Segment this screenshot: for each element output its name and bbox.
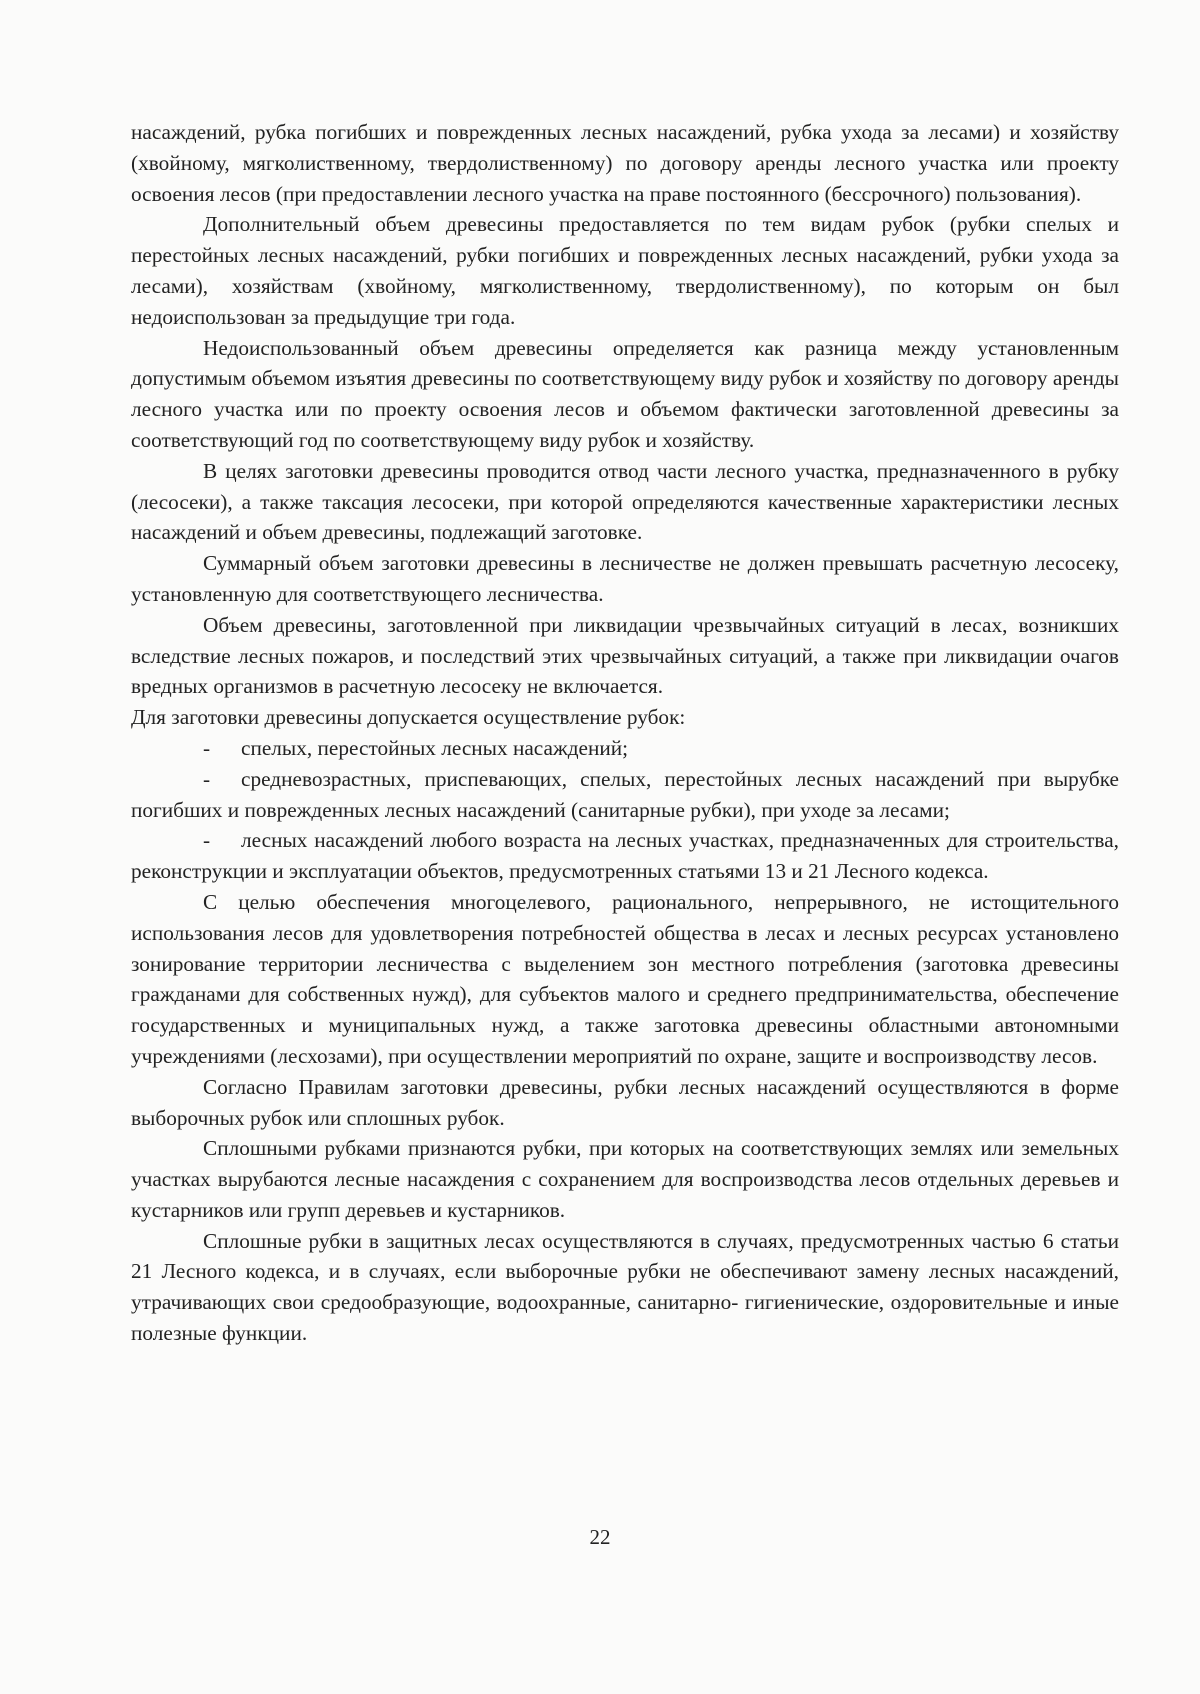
paragraph-continuation: насаждений, рубка погибших и поврежденных лесных насаждений, рубка ухода за лесами) и хозяйству (хвойному, мягколиственному, твердолиственному) по договору аренды лесного участка или проекту освоения лесов (при предоставлении лесного участка на праве постоянного (бессрочного) пользования). — [131, 120, 1119, 206]
paragraph-list-intro: Для заготовки древесины допускается осуществление рубок: — [131, 705, 686, 730]
paragraph-protective-forests: Сплошные рубки в защитных лесах осуществляются в случаях, предусмотренных частью 6 статьи 21 Лесного кодекса, и в случаях, если выборочные рубки не обеспечивают замену лесных насаждений, утрачивающих свои средообразующие, водоохранные, санитарно- гигиенические, оздоровительные и иные полезные функции. — [131, 1228, 1119, 1346]
paragraph-emergency-volume: Объем древесины, заготовленной при ликвидации чрезвычайных ситуаций в лесах, возникших вследствие лесных пожаров, и последствий этих чрезвычайных ситуаций, а также при ликвидации очагов вредных организмов в расчетную лесосеку не включается. — [131, 612, 1119, 699]
list-dash: - — [203, 766, 211, 791]
paragraph-unused-volume: Недоиспользованный объем древесины определяется как разница между установленным допустимым объемом изъятия древесины по соответствующему виду рубок и хозяйству по договору аренды лесного участка или по проекту освоения лесов и объемом фактически заготовленной древесины за соответствующий год по соответствующему виду рубок и хозяйству. — [131, 335, 1119, 452]
list-item-text: спелых, перестойных лесных насаждений; — [241, 735, 629, 760]
list-item-text: лесных насаждений любого возраста на лесных участках, предназначенных для строительства, реконструкции и эксплуатации объектов, предусмотренных статьями 13 и 21 Лесного кодекса. — [131, 828, 1119, 884]
paragraph-zoning: С целью обеспечения многоцелевого, рационального, непрерывного, не истощительного использования лесов для удовлетворения потребностей общества в лесах и лесных ресурсах установлено зонирование территории лесничества с выделением зон местного потребления (заготовка древесины гражданами для собственных нужд), для субъектов малого и среднего предпринимательства, обеспечение государственных и муниципальных нужд, а также заготовка древесины областными автономными учреждениями (лесхозами), при осуществлении мероприятий по охране, защите и воспроизводству лесов. — [131, 889, 1119, 1068]
paragraph-additional-volume: Дополнительный объем древесины предоставляется по тем видам рубок (рубки спелых и перестойных лесных насаждений, рубки погибших и поврежденных лесных насаждений, рубки ухода за лесами), хозяйствам (хвойному, мягколиственному, твердолиственному), по которым он был недоиспользован за предыдущие три года. — [131, 212, 1119, 329]
list-dash: - — [203, 735, 211, 760]
list-item-middle-aged — [131, 764, 1119, 826]
paragraph-total-volume: Суммарный объем заготовки древесины в лесничестве не должен превышать расчетную лесосеку, установленную для соответствующего лесничества. — [131, 551, 1119, 606]
document-body — [131, 117, 1119, 1349]
list-item-any-age — [131, 825, 1119, 887]
paragraph-rules: Согласно Правилам заготовки древесины, рубки лесных насаждений осуществляются в форме выборочных рубок или сплошных рубок. — [131, 1074, 1119, 1130]
paragraph-allotment: В целях заготовки древесины проводится отвод части лесного участка, предназначенного в рубку (лесосеки), а также таксация лесосеки, при которой определяются качественные характеристики лесных насаждений и объем древесины, подлежащий заготовке. — [131, 458, 1119, 545]
page-number: 22 — [589, 1525, 611, 1549]
list-dash: - — [203, 828, 211, 853]
list-item-text: средневозрастных, приспевающих, спелых, перестойных лесных насаждений при вырубке погибших и поврежденных лесных насаждений (санитарные рубки), при уходе за лесами; — [131, 766, 1119, 822]
paragraph-clear-cutting: Сплошными рубками признаются рубки, при которых на соответствующих землях или земельных участках вырубаются лесные насаждения с сохранением для воспроизводства лесов отдельных деревьев и кустарников или групп деревьев и кустарников. — [131, 1136, 1119, 1222]
list-item-mature — [131, 733, 1119, 764]
